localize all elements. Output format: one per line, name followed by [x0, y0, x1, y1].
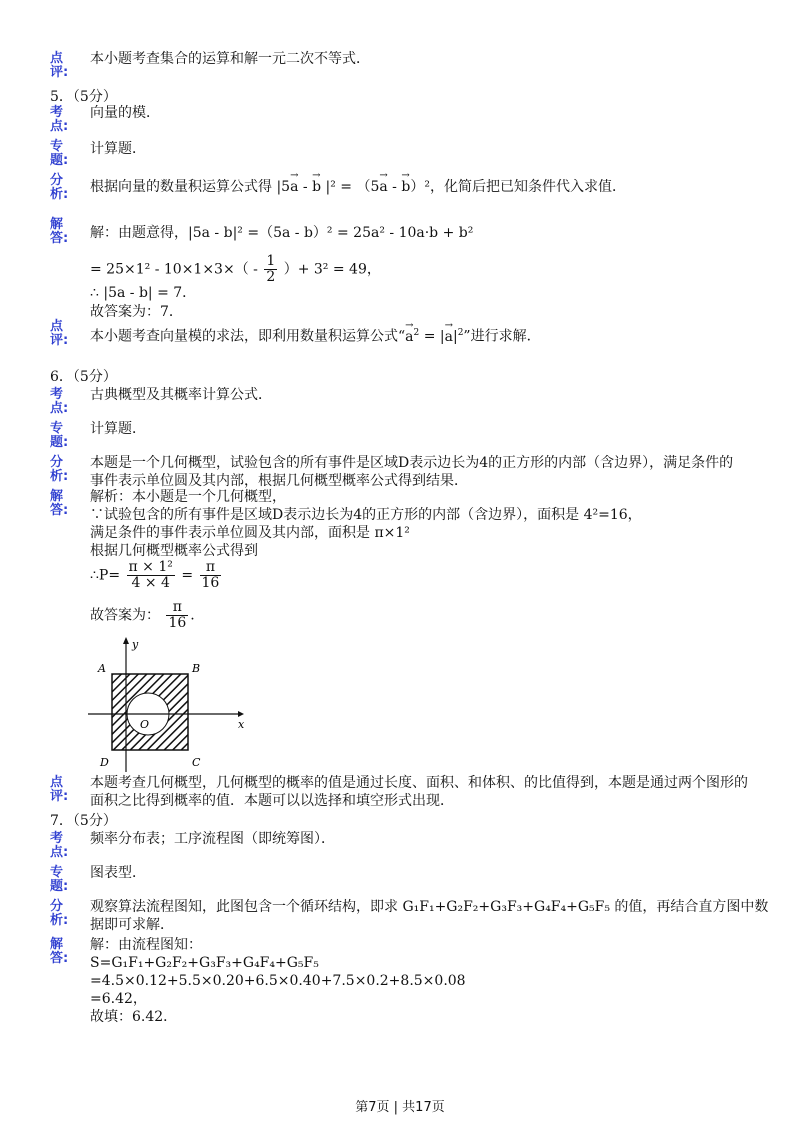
q6-sol-4: 根据几何概型概率公式得到 [90, 543, 258, 559]
q6-sol-1: 解析：本小题是一个几何概型， [90, 489, 286, 505]
q7-zhuanti: 图表型． [90, 865, 146, 881]
label-d: D [100, 756, 109, 769]
q6-sol-6: 故答案为： $\frac{\pi}{16}$ . [90, 599, 195, 631]
label-zhuanti: 专题: [50, 139, 69, 168]
label-comment: 点评: [50, 319, 69, 348]
label-comment: 点评: [50, 775, 69, 804]
label-jieda: 解答: [50, 937, 69, 966]
q5-number: 5．（5分） [50, 89, 117, 105]
q6-zhuanti: 计算题． [90, 421, 146, 437]
label-c: C [192, 756, 201, 769]
q5-sol-line3: ∴ |5a - b| = 7． [90, 285, 197, 301]
fraction-pi-over-sixteen-raw: $\frac{\text{π × 1²}}{4 \times 4}$ [128, 559, 173, 591]
q5-sol-line4: 故答案为：7． [90, 304, 183, 320]
fraction-answer: $\frac{\pi}{16}$ [168, 599, 187, 631]
label-zhuanti: 专题: [50, 421, 69, 450]
q5-kaodian: 向量的模． [90, 105, 160, 121]
label-comment: 点评: [50, 51, 69, 80]
q6-comment-1: 本题考查几何概型，几何概型的概率的值是通过长度、面积、和体积、的比值得到，本题是通过两个图形的 [90, 775, 748, 791]
q7-fenxi-2: 据即可求解． [90, 917, 174, 933]
q6-sol-5: ∴P= $\frac{\text{π × 1²}}{4 \times 4}$ = $\frac{\pi}{16}$ [90, 559, 220, 591]
fraction-pi-over-sixteen: $\frac{\pi}{16}$ [201, 559, 220, 591]
q7-sol-2: S=G₁F₁+G₂F₂+G₃F₃+G₄F₄+G₅F₅ [90, 955, 319, 971]
label-kaodian: 考点: [50, 831, 69, 860]
q6-kaodian: 古典概型及其概率计算公式． [90, 387, 272, 403]
label-a: A [98, 662, 106, 675]
q5-zhuanti: 计算题． [90, 141, 146, 157]
q5-sol-line2: = 25×1² - 10×1×3×（ - $\frac{1}{2}$ ）+ 3² = 49， [90, 253, 381, 285]
q6-comment-2: 面积之比得到概率的值．本题可以以选择和填空形式出现． [90, 793, 454, 809]
label-fenxi: 分析: [50, 899, 69, 928]
q6-fenxi-2: 事件表示单位圆及其内部，根据几何概型概率公式得到结果． [90, 473, 468, 489]
q7-sol-4: =6.42， [90, 991, 147, 1007]
q6-sol-3: 满足条件的事件表示单位圆及其内部，面积是 π×1² [90, 525, 410, 541]
label-x: x [238, 718, 245, 731]
label-b: B [192, 662, 201, 675]
q7-sol-1: 解：由流程图知： [90, 937, 202, 953]
label-fenxi: 分析: [50, 455, 69, 484]
geometry-figure [86, 632, 248, 772]
q6-fenxi-1: 本题是一个几何概型，试验包含的所有事件是区域D表示边长为4的正方形的内部（含边界），满足条件的 [90, 455, 734, 471]
q5-fenxi: 根据向量的数量积运算公式得 |5→ a - → b |² = （5→ a - → b）²，化简后把已知条件代入求值． [90, 178, 626, 196]
q4-comment: 本小题考查集合的运算和解一元二次不等式． [90, 51, 370, 67]
label-o: O [140, 718, 150, 731]
q6-number: 6．（5分） [50, 369, 117, 385]
label-kaodian: 考点: [50, 387, 69, 416]
label-y: y [132, 638, 139, 651]
label-jieda: 解答: [50, 217, 69, 246]
q7-kaodian: 频率分布表；工序流程图（即统筹图）． [90, 831, 335, 847]
label-fenxi: 分析: [50, 173, 69, 202]
y-axis-arrow [123, 637, 129, 644]
label-zhuanti: 专题: [50, 865, 69, 894]
fraction-one-half: $\frac{1}{2}$ [266, 253, 276, 285]
label-jieda: 解答: [50, 489, 69, 518]
label-kaodian: 考点: [50, 105, 69, 134]
q5-comment: 本小题考查向量模的求法，即利用数量积运算公式“→ $a^2$ = |→ $a|^2$”进行求解． [90, 324, 541, 346]
x-axis-arrow [238, 711, 244, 717]
q7-sol-3: =4.5×0.12+5.5×0.20+6.5×0.40+7.5×0.2+8.5×0.08 [90, 973, 466, 989]
q7-number: 7．（5分） [50, 813, 117, 829]
q7-fenxi-1: 观察算法流程图知，此图包含一个循环结构，即求 G₁F₁+G₂F₂+G₃F₃+G₄F₄+G₅F₅ 的值，再结合直方图中数 [90, 899, 769, 915]
q7-sol-5: 故填：6.42． [90, 1009, 178, 1025]
q5-sol-line1: 解：由题意得，|5a - b|² =（5a - b）² = 25a² - 10a·b + b² [90, 225, 474, 241]
q6-sol-2: ∵试验包含的所有事件是区域D表示边长为4的正方形的内部（含边界），面积是 4²=16， [90, 507, 642, 523]
page-footer: 第7页 | 共17页 [355, 1100, 445, 1115]
